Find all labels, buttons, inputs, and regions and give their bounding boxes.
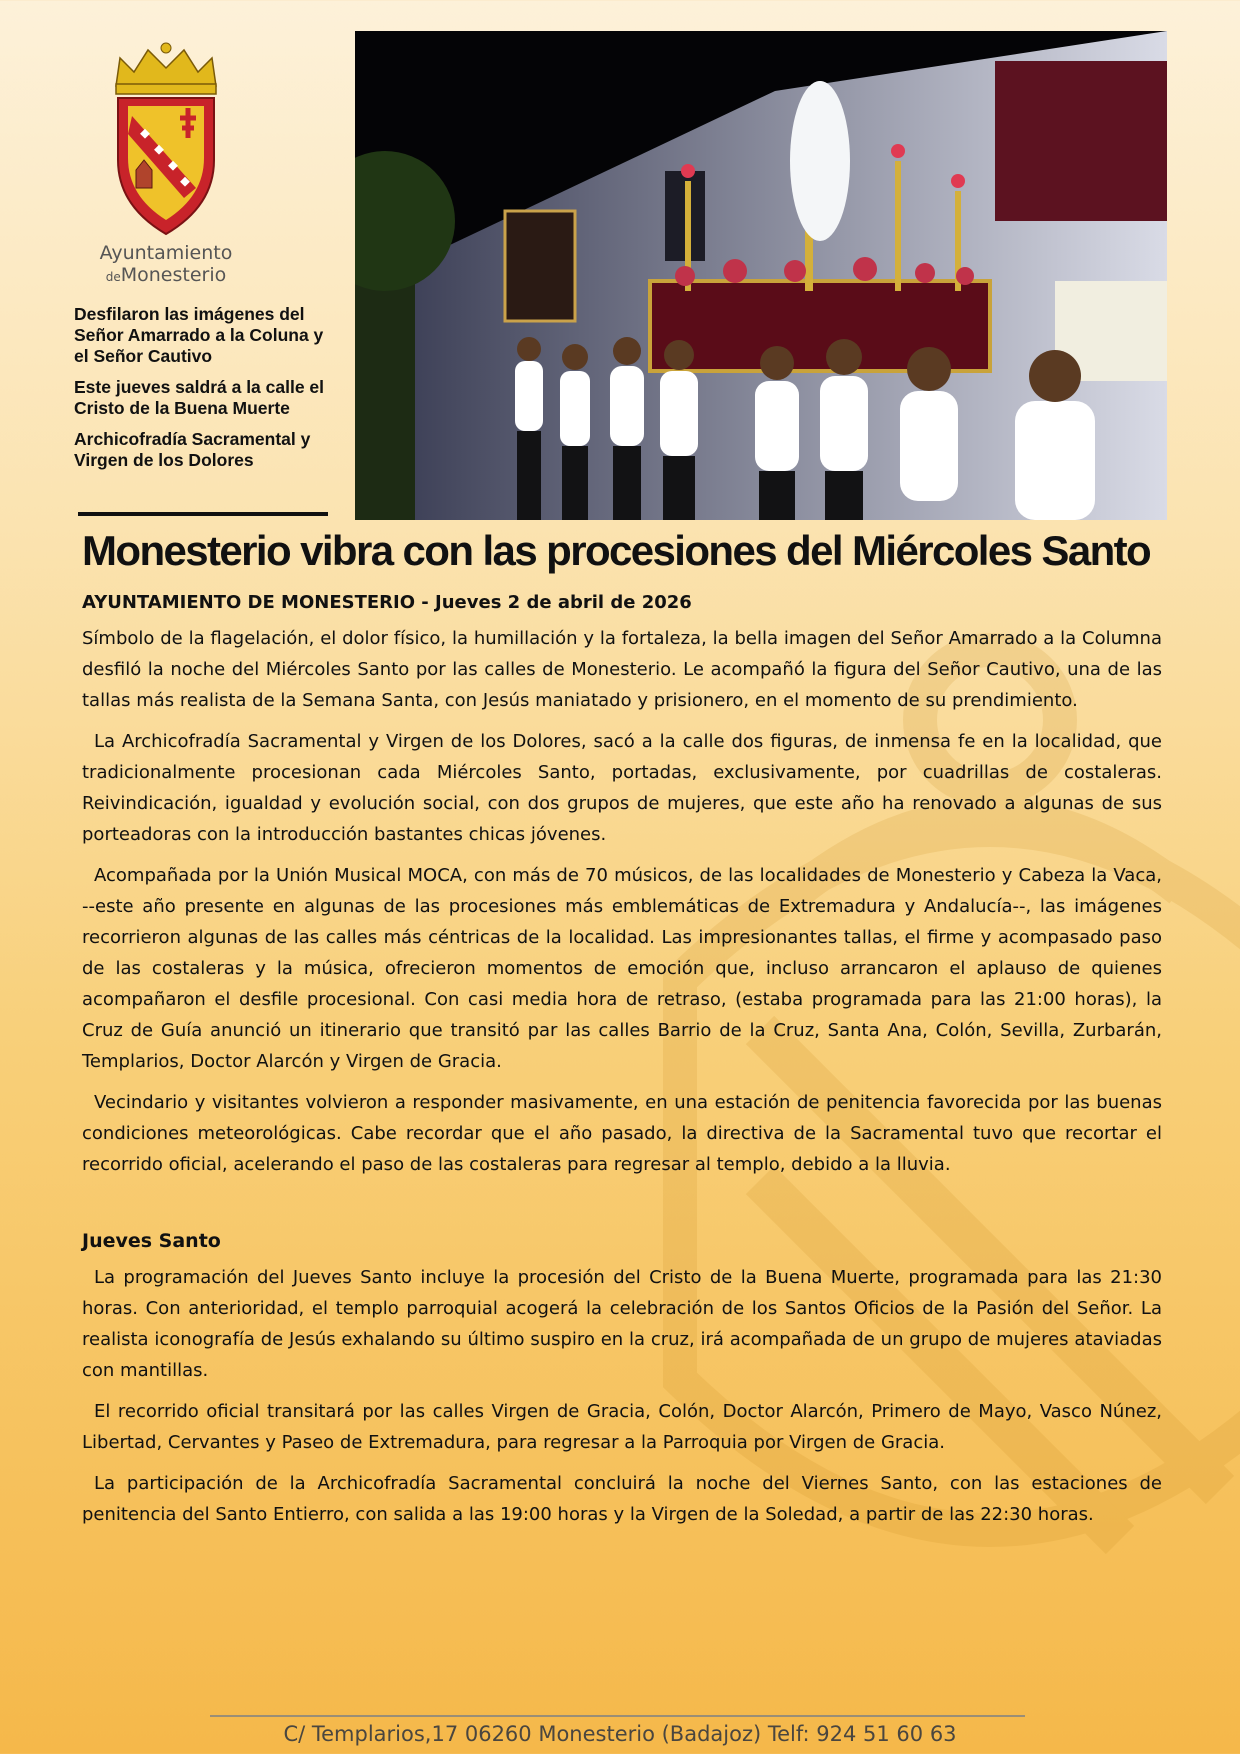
procession-photo	[355, 31, 1167, 520]
highlight-3: Archicofradía Sacramental y Virgen de los Dolores	[74, 429, 311, 470]
section-paragraph-3: La participación de la Archicofradía Sacramental concluirá la noche del Viernes Santo, con las estaciones de penitencia del Santo Entierro, con salida a las 19:00 horas y la Virgen de la Soledad, a partir de las 22:30 horas.	[82, 1473, 1162, 1525]
municipal-logo	[82, 38, 250, 288]
section-paragraph-2: El recorrido oficial transitará por las calles Virgen de Gracia, Colón, Doctor Alarcón, Primero de Mayo, Vasco Núnez, Libertad, Cervantes y Paseo de Extremadura, para regresar a la Parroquia por Virgen de Gracia.	[82, 1401, 1162, 1453]
footer-divider	[210, 1715, 1025, 1717]
section-paragraph-1: La programación del Jueves Santo incluye la procesión del Cristo de la Buena Muerte, programada para las 21:30 horas. Con anterioridad, el templo parroquial acogerá la celebración de los Santos Oficios de la Pasión del Señor. La realista iconografía de Jesús exhalando su último suspiro en la cruz, irá acompañada de un grupo de mujeres ataviadas con mantillas.	[82, 1267, 1162, 1381]
coat-of-arms-icon	[96, 38, 236, 238]
procession-illustration	[355, 31, 1167, 520]
article-paragraph-1: Símbolo de la flagelación, el dolor físico, la humillación y la fortaleza, la bella imagen del Señor Amarrado a la Columna desfiló la noche del Miércoles Santo por las calles de Monesterio. Le acompañó la figura del Señor Cautivo, una de las tallas más realista de la Semana Santa, con Jesús maniatado y prisionero, en el momento de su prendimiento.	[82, 628, 1162, 711]
article-paragraph-4: Vecindario y visitantes volvieron a responder masivamente, en una estación de penitencia favorecida por las buenas condiciones meteorológicas. Cabe recordar que el año pasado, la directiva de la Sacramental tuvo que recortar el recorrido oficial, acelerando el paso de las costaleras para regresar al templo, debido a la lluvia.	[82, 1092, 1162, 1175]
footer-address: C/ Templarios,17 06260 Monesterio (Badajoz) Telf: 924 51 60 63	[283, 1722, 957, 1746]
logo-line-2: Monesterio	[120, 264, 227, 286]
highlight-1: Desfilaron las imágenes del Señor Amarrado a la Coluna y el Señor Cautivo	[74, 304, 324, 366]
article-paragraph-3: Acompañada por la Unión Musical MOCA, con más de 70 músicos, de las localidades de Monesterio y Cabeza la Vaca, --este año presente en algunas de las procesiones más emblemáticas de Extremadura y Andalucía--, las imágenes recorrieron algunas de las calles más céntricas de la localidad. Las impresionantes tallas, el firme y acompasado paso de las costaleras y la música, ofrecieron momentos de emoción que, incluso arrancaron el aplauso de quienes acompañaron el desfile procesional. Con casi media hora de retraso, (estaba programada para las 21:00 horas), la Cruz de Guía anunció un itinerario que transitó par las calles Barrio de la Cruz, Santa Ana, Colón, Sevilla, Zurbarán, Templarios, Doctor Alarcón y Virgen de Gracia.	[82, 865, 1162, 1072]
article	[82, 524, 1162, 1540]
logo-line-2-small: de	[105, 270, 121, 284]
section-heading-jueves-santo: Jueves Santo	[82, 1230, 221, 1252]
highlights-column	[74, 304, 342, 481]
highlights-divider	[78, 512, 328, 516]
highlight-2: Este jueves saldrá a la calle el Cristo de la Buena Muerte	[74, 377, 325, 418]
article-byline: AYUNTAMIENTO DE MONESTERIO - Jueves 2 de abril de 2026	[82, 592, 692, 613]
article-paragraph-2: La Archicofradía Sacramental y Virgen de los Dolores, sacó a la calle dos figuras, de inmensa fe en la localidad, que tradicionalmente procesionan cada Miércoles Santo, portadas, exclusivamente, por cuadrillas de costaleras. Reivindicación, igualdad y evolución social, con dos grupos de mujeres, que este año ha renovado a algunas de sus porteadoras con la introducción bastantes chicas jóvenes.	[82, 731, 1162, 845]
article-title: Monesterio vibra con las procesiones del Miércoles Santo	[82, 527, 1151, 574]
logo-line-1: Ayuntamiento	[99, 242, 233, 264]
